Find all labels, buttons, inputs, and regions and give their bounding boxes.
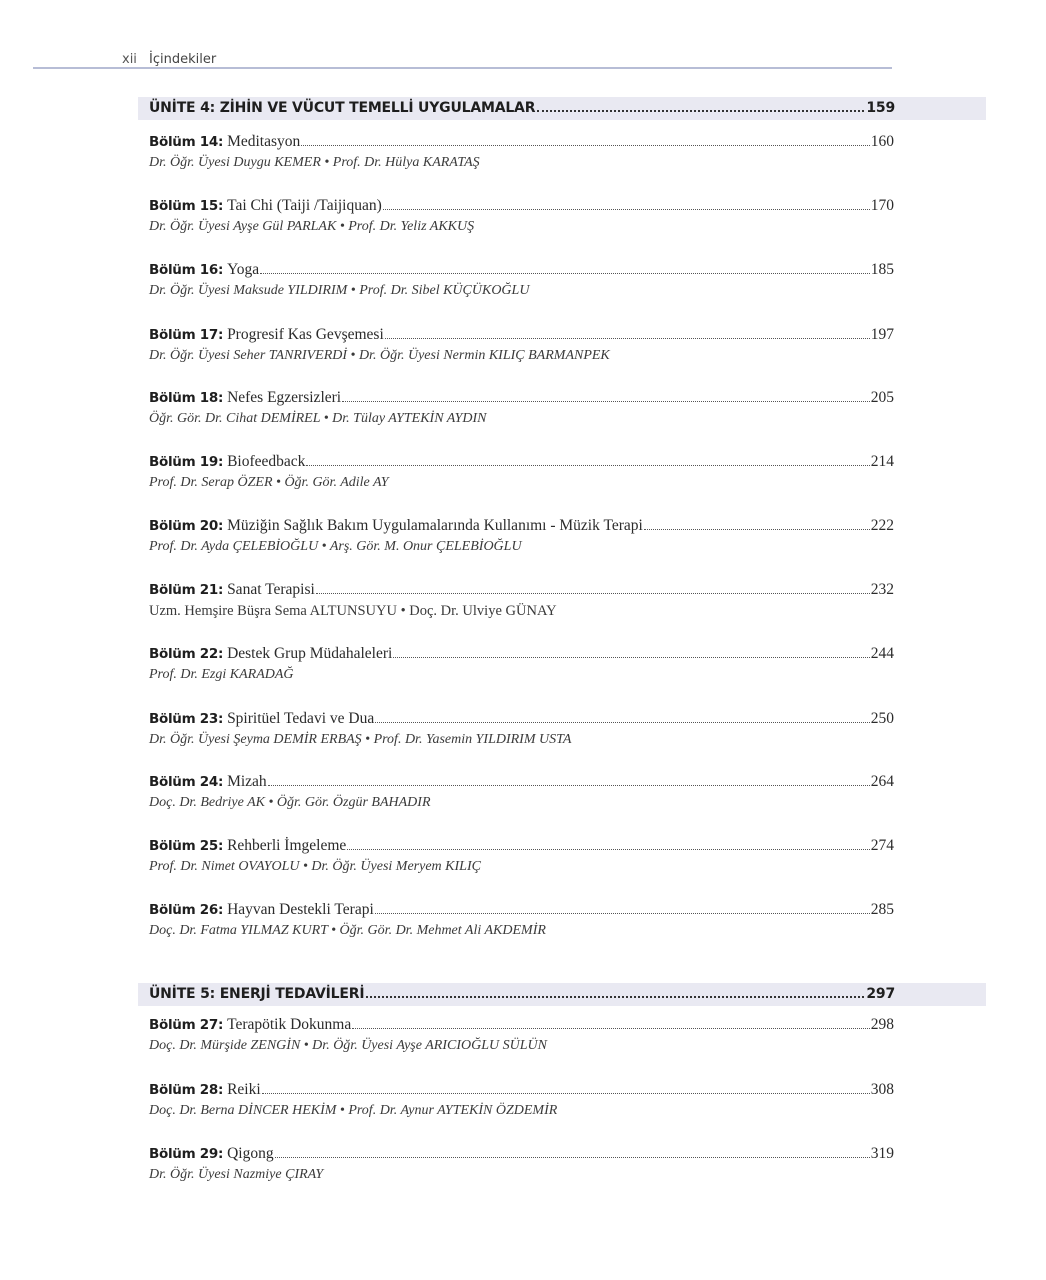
running-head (0, 0, 1046, 70)
dot-leader (262, 1093, 870, 1094)
chapter-title: Nefes Egzersizleri (227, 389, 342, 406)
unit-heading (138, 97, 986, 120)
chapter-entry (149, 326, 894, 364)
chapter-line (149, 133, 894, 151)
chapter-title: Rehberli İmgeleme (227, 837, 347, 854)
chapter-label: Bölüm 18: (149, 390, 224, 406)
chapter-entry (149, 1016, 894, 1054)
chapter-title: Destek Grup Müdahaleleri (227, 645, 393, 662)
chapter-entry (149, 645, 894, 683)
chapter-entry (149, 710, 894, 748)
chapter-page-number: 214 (870, 453, 894, 470)
chapter-title: Terapötik Dokunma (227, 1016, 352, 1033)
unit-page-number: 297 (866, 986, 895, 1002)
chapter-authors: Uzm. Hemşire Büşra Sema ALTUNSUYU • Doç. Dr. Ulviye GÜNAY (149, 603, 557, 619)
chapter-authors: Öğr. Gör. Dr. Cihat DEMİREL • Dr. Tülay AYTEKİN AYDIN (149, 411, 487, 426)
chapter-authors: Doç. Dr. Fatma YILMAZ KURT • Öğr. Gör. Dr. Mehmet Ali AKDEMİR (149, 923, 546, 938)
chapter-authors: Prof. Dr. Serap ÖZER • Öğr. Gör. Adile AY (149, 475, 389, 490)
chapter-authors: Dr. Öğr. Üyesi Maksude YILDIRIM • Prof. Dr. Sibel KÜÇÜKOĞLU (149, 283, 530, 298)
chapter-page-number: 274 (870, 837, 894, 854)
unit-heading (138, 983, 986, 1006)
chapter-title: Tai Chi (Taiji /Taijiquan) (227, 197, 382, 214)
chapter-page-number: 250 (870, 710, 894, 727)
chapter-entry (149, 389, 894, 427)
dot-leader (375, 722, 870, 723)
dot-leader (366, 996, 864, 998)
chapter-label: Bölüm 14: (149, 134, 224, 150)
chapter-title: Sanat Terapisi (227, 581, 315, 598)
chapter-entry (149, 133, 894, 171)
chapter-page-number: 170 (870, 197, 894, 214)
dot-leader (301, 145, 870, 146)
chapter-line (149, 773, 894, 791)
chapter-page-number: 319 (870, 1145, 894, 1162)
chapter-entry (149, 581, 894, 620)
chapter-label: Bölüm 21: (149, 582, 224, 598)
chapter-page-number: 285 (870, 901, 894, 918)
chapter-entry (149, 1145, 894, 1183)
chapter-line (149, 389, 894, 407)
dot-leader (316, 593, 870, 594)
chapter-line (149, 261, 894, 279)
chapter-line (149, 710, 894, 728)
chapter-line (149, 1145, 894, 1163)
chapter-label: Bölüm 17: (149, 327, 224, 343)
chapter-label: Bölüm 15: (149, 198, 224, 214)
chapter-page-number: 222 (870, 517, 894, 534)
dot-leader (275, 1157, 870, 1158)
chapter-line (149, 645, 894, 663)
chapter-authors: Dr. Öğr. Üyesi Ayşe Gül PARLAK • Prof. Dr. Yeliz AKKUŞ (149, 219, 475, 234)
dot-leader (268, 785, 870, 786)
chapter-page-number: 308 (870, 1081, 894, 1098)
chapter-entry (149, 517, 894, 555)
chapter-label: Bölüm 20: (149, 518, 224, 534)
chapter-title: Müziğin Sağlık Bakım Uygulamalarında Kullanımı - Müzik Terapi (227, 517, 643, 534)
chapter-title: Qigong (227, 1145, 274, 1162)
chapter-line (149, 581, 894, 599)
section-title: İçindekiler (149, 52, 217, 67)
chapter-label: Bölüm 26: (149, 902, 224, 918)
chapter-line (149, 517, 894, 535)
chapter-label: Bölüm 29: (149, 1146, 224, 1162)
dot-leader (644, 529, 870, 530)
chapter-page-number: 232 (870, 581, 894, 598)
chapter-page-number: 160 (870, 133, 894, 150)
chapter-entry (149, 197, 894, 235)
chapter-page-number: 197 (870, 326, 894, 343)
chapter-authors: Dr. Öğr. Üyesi Seher TANRIVERDİ • Dr. Öğr. Üyesi Nermin KILIÇ BARMANPEK (149, 348, 610, 363)
chapter-title: Progresif Kas Gevşemesi (227, 326, 384, 343)
chapter-page-number: 264 (870, 773, 894, 790)
chapter-line (149, 1016, 894, 1034)
chapter-label: Bölüm 19: (149, 454, 224, 470)
chapter-label: Bölüm 22: (149, 646, 224, 662)
chapter-line (149, 837, 894, 855)
unit-heading-line (149, 986, 895, 1002)
chapter-title: Yoga (227, 261, 260, 278)
chapter-authors: Doç. Dr. Bedriye AK • Öğr. Gör. Özgür BAHADIR (149, 795, 431, 810)
chapter-line (149, 1081, 894, 1099)
chapter-page-number: 244 (870, 645, 894, 662)
chapter-page-number: 298 (870, 1016, 894, 1033)
unit-page-number: 159 (866, 100, 895, 116)
chapter-line (149, 197, 894, 215)
unit-title: ÜNİTE 4: ZİHİN VE VÜCUT TEMELLİ UYGULAMALAR (149, 100, 536, 116)
chapter-authors: Doç. Dr. Berna DİNCER HEKİM • Prof. Dr. Aynur AYTEKİN ÖZDEMİR (149, 1103, 558, 1118)
chapter-title: Meditasyon (227, 133, 301, 150)
chapter-label: Bölüm 25: (149, 838, 224, 854)
chapter-title: Mizah (227, 773, 267, 790)
chapter-entry (149, 1081, 894, 1119)
chapter-label: Bölüm 28: (149, 1082, 224, 1098)
chapter-label: Bölüm 16: (149, 262, 224, 278)
chapter-title: Hayvan Destekli Terapi (227, 901, 374, 918)
dot-leader (385, 338, 870, 339)
chapter-entry (149, 773, 894, 811)
chapter-authors: Dr. Öğr. Üyesi Şeyma DEMİR ERBAŞ • Prof. Dr. Yasemin YILDIRIM USTA (149, 732, 572, 747)
dot-leader (383, 209, 870, 210)
chapter-line (149, 453, 894, 471)
unit-heading-line (149, 100, 895, 116)
chapter-authors: Prof. Dr. Ayda ÇELEBİOĞLU • Arş. Gör. M. Onur ÇELEBİOĞLU (149, 539, 522, 554)
header-rule (33, 67, 892, 69)
chapter-authors: Dr. Öğr. Üyesi Duygu KEMER • Prof. Dr. Hülya KARATAŞ (149, 155, 480, 170)
chapter-entry (149, 453, 894, 491)
chapter-entry (149, 261, 894, 299)
chapter-authors: Dr. Öğr. Üyesi Nazmiye ÇIRAY (149, 1167, 324, 1182)
chapter-authors: Doç. Dr. Mürşide ZENGİN • Dr. Öğr. Üyesi Ayşe ARICIOĞLU SÜLÜN (149, 1038, 547, 1053)
chapter-line (149, 901, 894, 919)
unit-title: ÜNİTE 5: ENERJİ TEDAVİLERİ (149, 986, 365, 1002)
chapter-label: Bölüm 23: (149, 711, 224, 727)
chapter-authors: Prof. Dr. Ezgi KARADAĞ (149, 667, 294, 682)
dot-leader (342, 401, 870, 402)
dot-leader (375, 913, 870, 914)
chapter-label: Bölüm 24: (149, 774, 224, 790)
dot-leader (260, 273, 870, 274)
dot-leader (347, 849, 869, 850)
chapter-title: Spiritüel Tedavi ve Dua (227, 710, 375, 727)
chapter-page-number: 205 (870, 389, 894, 406)
chapter-entry (149, 901, 894, 939)
chapter-line (149, 326, 894, 344)
chapter-title: Biofeedback (227, 453, 306, 470)
page-number: xii (122, 52, 137, 67)
dot-leader (537, 110, 864, 112)
chapter-authors: Prof. Dr. Nimet OVAYOLU • Dr. Öğr. Üyesi Meryem KILIÇ (149, 859, 481, 874)
chapter-entry (149, 837, 894, 875)
dot-leader (306, 465, 869, 466)
chapter-page-number: 185 (870, 261, 894, 278)
chapter-label: Bölüm 27: (149, 1017, 224, 1033)
dot-leader (352, 1028, 870, 1029)
chapter-title: Reiki (227, 1081, 261, 1098)
dot-leader (393, 657, 869, 658)
